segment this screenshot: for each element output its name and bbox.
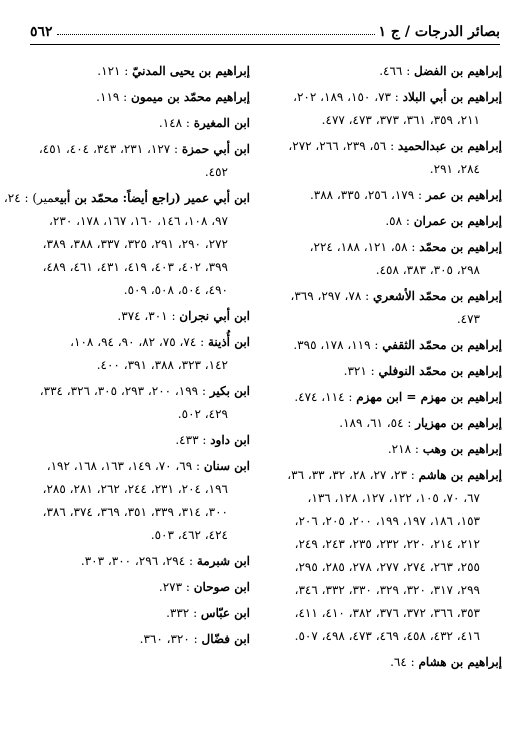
entry-pages: : ٥٨. [385, 214, 414, 228]
entry-pages: : ١٩٩، ٢٠٠، ٢٩٣، ٣٠٥، ٣٢٦، ٣٣٤، [39, 384, 210, 398]
entry-pages: : ٧٤، ٧٥، ٨٢، ٩٠، ٩٤، ١٠٨، [70, 335, 208, 349]
entry-pages: : ٢١٨. [387, 442, 423, 456]
entry-name: إبراهيم بن مهزم = ابن مهزم [356, 390, 502, 404]
entry-name: ابن داود [210, 433, 250, 447]
index-entry [18, 112, 250, 135]
header-dots [57, 34, 375, 35]
index-entry-first-line [270, 464, 502, 487]
index-entry-first-line [270, 412, 502, 435]
entry-pages-continuation: ٣٠٠، ٣١٤، ٣٣٩، ٣٥١، ٣٦٩، ٣٧٤، ٣٨٦، [42, 505, 228, 519]
index-entry-first-line [18, 380, 250, 403]
index-entry-first-line [270, 651, 502, 674]
entry-name: ابن عبّاس [200, 606, 250, 620]
entry-pages: : ٧٨، ٢٩٧، ٣٦٩، [290, 289, 373, 303]
index-entry-first-line [18, 628, 250, 651]
entry-pages: : ٤٣٣. [175, 433, 211, 447]
index-entry [270, 651, 502, 674]
entry-pages-continuation: ٤٩٠، ٥٠٤، ٥٠٨، ٥٠٩. [123, 283, 228, 297]
entry-pages: : ٢٧٣. [158, 580, 194, 594]
index-entry-first-line [270, 438, 502, 461]
index-entry-first-line [18, 602, 250, 625]
index-entry [270, 285, 502, 331]
entry-pages: : ١١٤، ٤٧٤. [294, 390, 357, 404]
entry-pages: عمير) : ٢٤، [3, 191, 60, 205]
entry-pages: : ١١٩. [96, 90, 132, 104]
index-entry-first-line [270, 184, 502, 207]
index-entry [18, 576, 250, 599]
index-column-right [270, 60, 502, 677]
entry-pages: : ٧٣، ١٥٠، ١٨٩، ٢٠٢، [293, 90, 403, 104]
index-entry-first-line [18, 455, 250, 478]
entry-name: إبراهيم بن الفضل [414, 64, 502, 78]
index-entry [270, 438, 502, 461]
entry-name: إبراهيم محمّد بن ميمون [131, 90, 250, 104]
entry-name: إبراهيم بن وهب [422, 442, 502, 456]
index-entry-first-line [270, 86, 502, 109]
entry-pages-continuation: ٢٧٢، ٢٩٠، ٢٩١، ٣٢٥، ٣٣٧، ٣٨٨، ٣٨٩، [42, 237, 228, 251]
entry-pages-continuation: ٢١٢، ٢١٤، ٢٢٠، ٢٣٢، ٢٣٥، ٢٤٣، ٢٤٩، [294, 537, 480, 551]
entry-pages-continuation: ٢١١، ٣٥٩، ٣٦١، ٣٧٣، ٤٧٣، ٤٧٧. [321, 113, 480, 127]
index-entry-first-line [18, 112, 250, 135]
entry-pages-continuation: ٤١٦، ٤٣٢، ٤٥٨، ٤٦٩، ٤٧٣، ٤٩٨، ٥٠٧. [294, 629, 480, 643]
index-entry-first-line [270, 334, 502, 357]
entry-pages-continuation: ٩٧، ١٠٨، ١٤٦، ١٦٠، ١٦٧، ١٧٨، ٢٣٠، [49, 214, 228, 228]
entry-pages-continuation: ٢٩٨، ٣٠٥، ٣٨٣، ٤٥٨. [375, 263, 480, 277]
entry-pages: : ٥٨، ١٢١، ١٨٨، ٢٢٤، [309, 240, 420, 254]
entry-pages-continuation: ١٤٢، ٣٢٣، ٣٨٨، ٣٩١، ٤٠٠. [96, 358, 228, 372]
index-entry-first-line [18, 576, 250, 599]
entry-name: إبراهيم بن عمران [413, 214, 502, 228]
index-entry [18, 380, 250, 426]
entry-pages-continuation: ٤٧٣. [456, 312, 480, 326]
entry-pages: : ٦٩، ٧٠، ١٤٩، ١٦٣، ١٦٨، ١٩٢، [46, 459, 204, 473]
index-entry [18, 628, 250, 651]
entry-pages: : ٤٦٦. [379, 64, 415, 78]
entry-pages: : ٥٤، ٦١، ١٨٩. [339, 416, 416, 430]
entry-name: إبراهيم بن يحيى المدنيّ [132, 64, 250, 78]
entry-pages: : ٢٣، ٢٧، ٢٨، ٣٢، ٣٣، ٣٦، [287, 468, 419, 482]
index-entry-first-line [270, 236, 502, 259]
index-entry-first-line [18, 138, 250, 161]
index-entry-first-line [18, 331, 250, 354]
entry-name: ابن أُذينة [207, 335, 250, 349]
entry-pages: : ١٢٧، ٢٣١، ٣٤٣، ٤٠٤، ٤٥١، [38, 142, 182, 156]
index-entry [18, 429, 250, 452]
index-entry [3, 187, 250, 302]
entry-name: إبراهيم بن أبي البلاد [402, 90, 502, 104]
entry-name: ابن أبي حمزة [181, 142, 250, 156]
index-entry-first-line [18, 86, 250, 109]
entry-name: إبراهيم بن محمّد النوفلي [378, 364, 502, 378]
entry-name: ابن سنان [203, 459, 250, 473]
index-entry [18, 305, 250, 328]
entry-pages-continuation: ٣٥٣، ٣٦٦، ٣٧٢، ٣٧٦، ٣٨٢، ٤١٠، ٤١١، [294, 606, 480, 620]
entry-pages-continuation: ١٩٦، ٢٠٤، ٢٣١، ٢٤٤، ٢٦٢، ٢٨١، ٢٨٥، [42, 482, 228, 496]
index-entry [270, 360, 502, 383]
entry-pages-continuation: ٦٧، ٧٠، ١٠٥، ١٢٢، ١٢٧، ١٢٨، ١٣٦، [307, 491, 480, 505]
index-entry-first-line [18, 550, 250, 573]
header-rule [30, 44, 500, 45]
book-title: بصائر الدرجات / ج ١ [378, 24, 500, 40]
entry-name: ابن صوحان [193, 580, 250, 594]
entry-pages-continuation: ٤٢٤، ٤٦٢، ٥٠٣. [150, 528, 228, 542]
entry-pages: : ٣٣٢. [166, 606, 201, 620]
index-entry-first-line [18, 60, 250, 83]
index-entry [18, 331, 250, 377]
entry-name: إبراهيم بن محمّد الثقفي [382, 338, 502, 352]
entry-pages-continuation: ٣٩٩، ٤٠٢، ٤٠٣، ٤١٩، ٤٣١، ٤٦١، ٤٨٩، [42, 260, 228, 274]
index-entry [18, 602, 250, 625]
entry-name: ابن أبي نجران [179, 309, 250, 323]
entry-pages-continuation: ٤٢٩، ٥٠٢. [177, 407, 228, 421]
page-header [30, 18, 500, 40]
entry-pages: : ٦٤. [390, 655, 419, 669]
index-column-left [3, 60, 250, 654]
entry-name: إبراهيم بن محمّد [419, 240, 502, 254]
index-entry [270, 60, 502, 83]
entry-name: إبراهيم بن هاشم [418, 468, 502, 482]
page-number: ٥٦٢ [30, 24, 53, 40]
index-entry-first-line [270, 210, 502, 233]
entry-name: ابن أبي عمير (راجع أيضاً: محمّد بن أبي [59, 191, 250, 205]
index-entry [270, 135, 502, 181]
entry-pages-continuation: ٤٥٢. [204, 165, 228, 179]
index-entry [270, 334, 502, 357]
entry-name: ابن المغيرة [193, 116, 250, 130]
entry-name: إبراهيم بن عمر [425, 188, 502, 202]
entry-pages-continuation: ٢٥٥، ٢٦٣، ٢٧٤، ٢٧٧، ٢٧٨، ٢٨٥، ٢٩٥، [294, 560, 480, 574]
entry-pages: : ٣٢٠، ٣٦٠. [139, 632, 202, 646]
index-entry-first-line [270, 285, 502, 308]
index-entry [270, 386, 502, 409]
index-entry [270, 412, 502, 435]
index-entry [270, 86, 502, 132]
entry-name: ابن فضّال [201, 632, 250, 646]
index-entry-first-line [270, 135, 502, 158]
entry-pages: : ٢٩٤، ٢٩٦، ٣٠٠، ٣٠٣. [80, 554, 197, 568]
index-entry-first-line [18, 305, 250, 328]
index-entry [270, 184, 502, 207]
index-entry-first-line [270, 60, 502, 83]
index-entry-first-line [270, 360, 502, 383]
index-entry [270, 464, 502, 648]
index-entry [18, 138, 250, 184]
entry-pages-continuation: ٢٩٩، ٣١٧، ٣٢٠، ٣٢٩، ٣٣٠، ٣٣٢، ٣٤٦، [294, 583, 480, 597]
index-entry [18, 86, 250, 109]
entry-pages: : ١٧٩، ٢٥٦، ٣٣٥، ٣٨٨. [309, 188, 426, 202]
entry-name: إبراهيم بن مهزيار [415, 416, 502, 430]
entry-pages-continuation: ١٥٣، ١٨٦، ١٩٧، ١٩٩، ٢٠٠، ٢٠٥، ٢٠٦، [294, 514, 480, 528]
entry-name: ابن بكير [209, 384, 250, 398]
index-entry [270, 236, 502, 282]
entry-pages: : ١١٩، ١٧٨، ٣٩٥. [293, 338, 383, 352]
index-entry-first-line [270, 386, 502, 409]
entry-pages: : ٣٠١، ٣٧٤. [117, 309, 180, 323]
index-entry [18, 60, 250, 83]
entry-pages: : ١٢١. [97, 64, 133, 78]
entry-name: ابن شبرمة [196, 554, 250, 568]
entry-pages: : ٥٦، ٢٣٩، ٢٦٦، ٢٧٢، [288, 139, 398, 153]
index-entry [18, 455, 250, 547]
entry-name: إبراهيم بن عبدالحميد [397, 139, 502, 153]
entry-pages: : ١٤٨. [158, 116, 194, 130]
index-entry-first-line [3, 187, 250, 210]
index-entry-first-line [18, 429, 250, 452]
entry-pages: : ٣٢١. [343, 364, 379, 378]
index-entry [18, 550, 250, 573]
entry-name: إبراهيم بن هشام [418, 655, 502, 669]
entry-name: إبراهيم بن محمّد الأشعري [372, 289, 502, 303]
entry-pages-continuation: ٢٨٤، ٢٩١. [429, 162, 480, 176]
index-entry [270, 210, 502, 233]
